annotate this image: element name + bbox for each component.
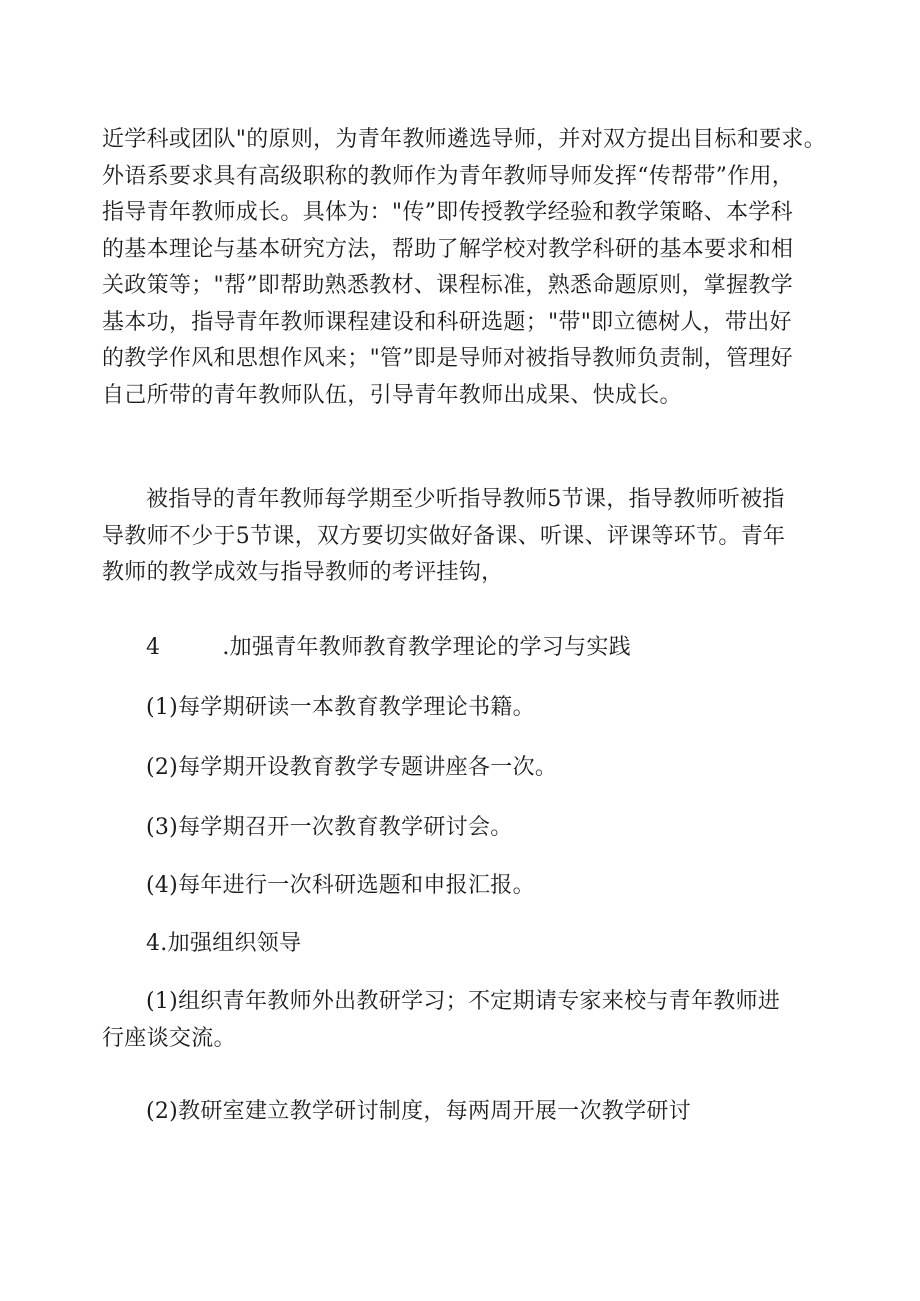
- list-item-multiline: [102, 984, 822, 1057]
- section-heading-leadership: 4.加强组织领导: [146, 931, 302, 956]
- paragraph-lesson-observation: [102, 482, 822, 592]
- text-line: 自己所带的青年教师队伍，引导青年教师出成果、快成长。: [102, 382, 682, 408]
- list-item: (4)每年进行一次科研选题和申报汇报。: [146, 873, 535, 898]
- section-heading-theory-practice: [146, 630, 631, 666]
- text-line: 关政策等；"帮”即帮助熟悉教材、课程标准，熟悉命题原则，掌握教学: [102, 273, 793, 298]
- text-line: 被指导的青年教师每学期至少听指导教师5节课，指导教师听被指: [146, 487, 785, 512]
- list-item: (1)每学期研读一本教育教学理论书籍。: [146, 695, 535, 720]
- section-number: 4: [146, 635, 161, 660]
- text-line: 的基本理论与基本研究方法，帮助了解学校对教学科研的基本要求和相: [102, 236, 794, 262]
- paragraph-mentor-system: [102, 122, 827, 414]
- text-line: 外语系要求具有高级职称的教师作为青年教师导师发挥“传帮带”作用，: [102, 163, 795, 189]
- text-line: (1)组织青年教师外出教研学习；不定期请专家来校与青年教师进: [146, 989, 781, 1014]
- list-item: (2)教研室建立教学研讨制度，每两周开展一次教学研讨: [146, 1099, 691, 1124]
- text-line: 行座谈交流。: [102, 1025, 236, 1051]
- list-item: (3)每学期召开一次教育教学研讨会。: [146, 815, 513, 840]
- text-line: 教师的教学成效与指导教师的考评挂钩，: [102, 560, 504, 585]
- text-line: 基本功，指导青年教师课程建设和科研选题；"带"即立德树人，带出好: [102, 309, 792, 335]
- text-line: 近学科或团队"的原则，为青年教师遴选导师，并对双方提出目标和要求。: [102, 127, 827, 152]
- text-line: 的教学作风和思想作风来；"管”即是导师对被指导教师负责制，管理好: [102, 346, 793, 371]
- text-line: 导教师不少于5节课，双方要切实做好备课、听课、评课等环节。青年: [102, 523, 786, 549]
- list-item: (2)每学期开设教育教学专题讲座各一次。: [146, 755, 558, 780]
- text-line: 指导青年教师成长。具体为："传”即传授教学经验和教学策略、本学科: [102, 200, 793, 225]
- section-title: .加强青年教师教育教学理论的学习与实践: [222, 635, 632, 660]
